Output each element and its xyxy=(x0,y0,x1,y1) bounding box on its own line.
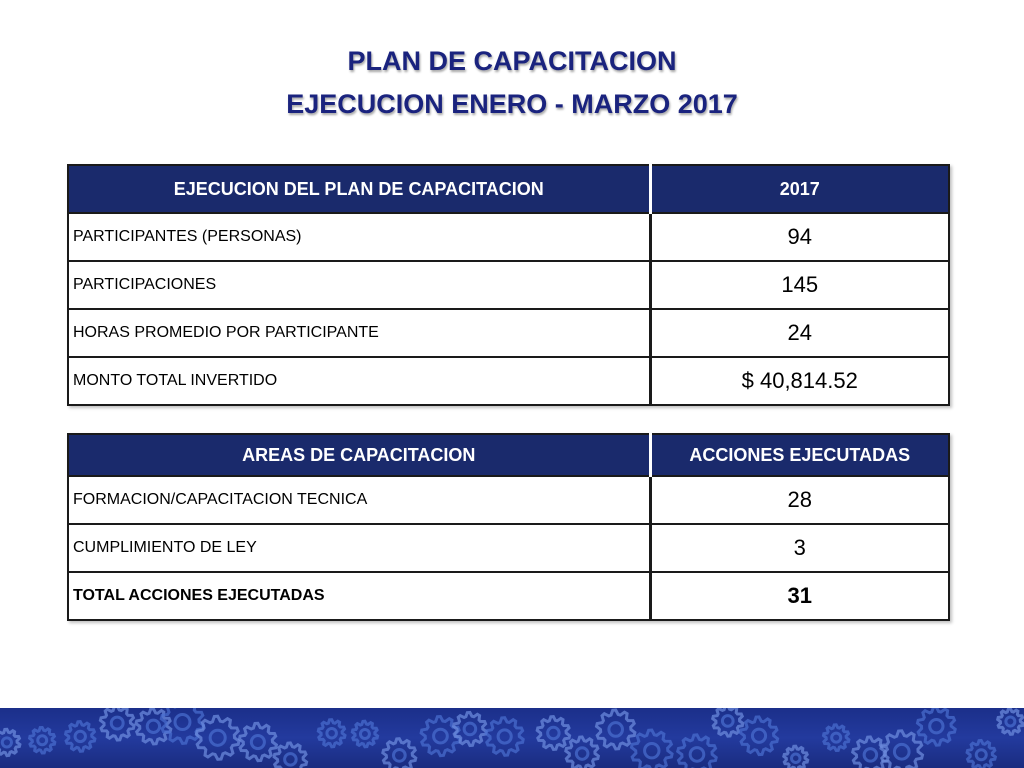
gear-icon xyxy=(678,735,717,768)
table-row xyxy=(68,357,949,405)
gear-icon xyxy=(998,709,1023,735)
gear-icon xyxy=(239,723,276,760)
table-row xyxy=(68,261,949,309)
gear-icon xyxy=(853,737,888,768)
row-label-law-compliance: CUMPLIMIENTO DE LEY xyxy=(68,524,650,572)
gear-icon xyxy=(824,725,849,751)
training-areas-table xyxy=(67,433,950,621)
gear-icon xyxy=(318,720,345,747)
row-label-participations: PARTICIPACIONES xyxy=(68,261,650,309)
gear-icon xyxy=(0,729,20,755)
row-value-total-invested: $ 40,814.52 xyxy=(650,357,949,405)
table-header-row xyxy=(68,434,949,476)
table-row xyxy=(68,309,949,357)
row-label-participants: PARTICIPANTES (PERSONAS) xyxy=(68,213,650,261)
gear-icon xyxy=(632,730,673,768)
gear-icon xyxy=(784,746,808,768)
row-label-technical-training: FORMACION/CAPACITACION TECNICA xyxy=(68,476,650,524)
gear-icon xyxy=(30,728,55,754)
row-value-participants: 94 xyxy=(650,213,949,261)
table-row xyxy=(68,572,949,620)
execution-table xyxy=(67,164,950,406)
gear-icon xyxy=(100,708,134,740)
header-training-areas: AREAS DE CAPACITACION xyxy=(68,434,650,476)
page-title: PLAN DE CAPACITACION xyxy=(347,46,677,76)
gear-icon xyxy=(740,717,777,755)
gear-icon xyxy=(918,708,956,745)
gear-icon xyxy=(566,737,599,768)
page-subtitle: EJECUCION ENERO - MARZO 2017 xyxy=(286,89,738,119)
gear-icon xyxy=(537,717,569,750)
row-label-avg-hours: HORAS PROMEDIO POR PARTICIPANTE xyxy=(68,309,650,357)
gear-icon xyxy=(713,708,743,736)
header-execution-plan: EJECUCION DEL PLAN DE CAPACITACION xyxy=(68,165,650,213)
table-row xyxy=(68,476,949,524)
table-header-row xyxy=(68,165,949,213)
row-value-total-actions: 31 xyxy=(650,572,949,620)
header-actions-executed: ACCIONES EJECUTADAS xyxy=(650,434,949,476)
row-value-avg-hours: 24 xyxy=(650,309,949,357)
gear-icon xyxy=(352,721,377,747)
row-label-total-invested: MONTO TOTAL INVERTIDO xyxy=(68,357,650,405)
row-value-participations: 145 xyxy=(650,261,949,309)
table-row xyxy=(68,213,949,261)
footer-banner xyxy=(0,708,1024,768)
gear-icon xyxy=(383,739,416,768)
gear-icon xyxy=(967,741,995,768)
header-year: 2017 xyxy=(650,165,949,213)
gear-icon xyxy=(597,710,635,749)
gear-pattern-icon xyxy=(0,708,1024,768)
row-value-law-compliance: 3 xyxy=(650,524,949,572)
gear-icon xyxy=(66,722,95,752)
gear-icon xyxy=(196,716,239,759)
row-value-technical-training: 28 xyxy=(650,476,949,524)
row-label-total-actions: TOTAL ACCIONES EJECUTADAS xyxy=(68,572,650,620)
table-row xyxy=(68,524,949,572)
gear-icon xyxy=(486,718,523,756)
gear-icon xyxy=(274,743,307,768)
